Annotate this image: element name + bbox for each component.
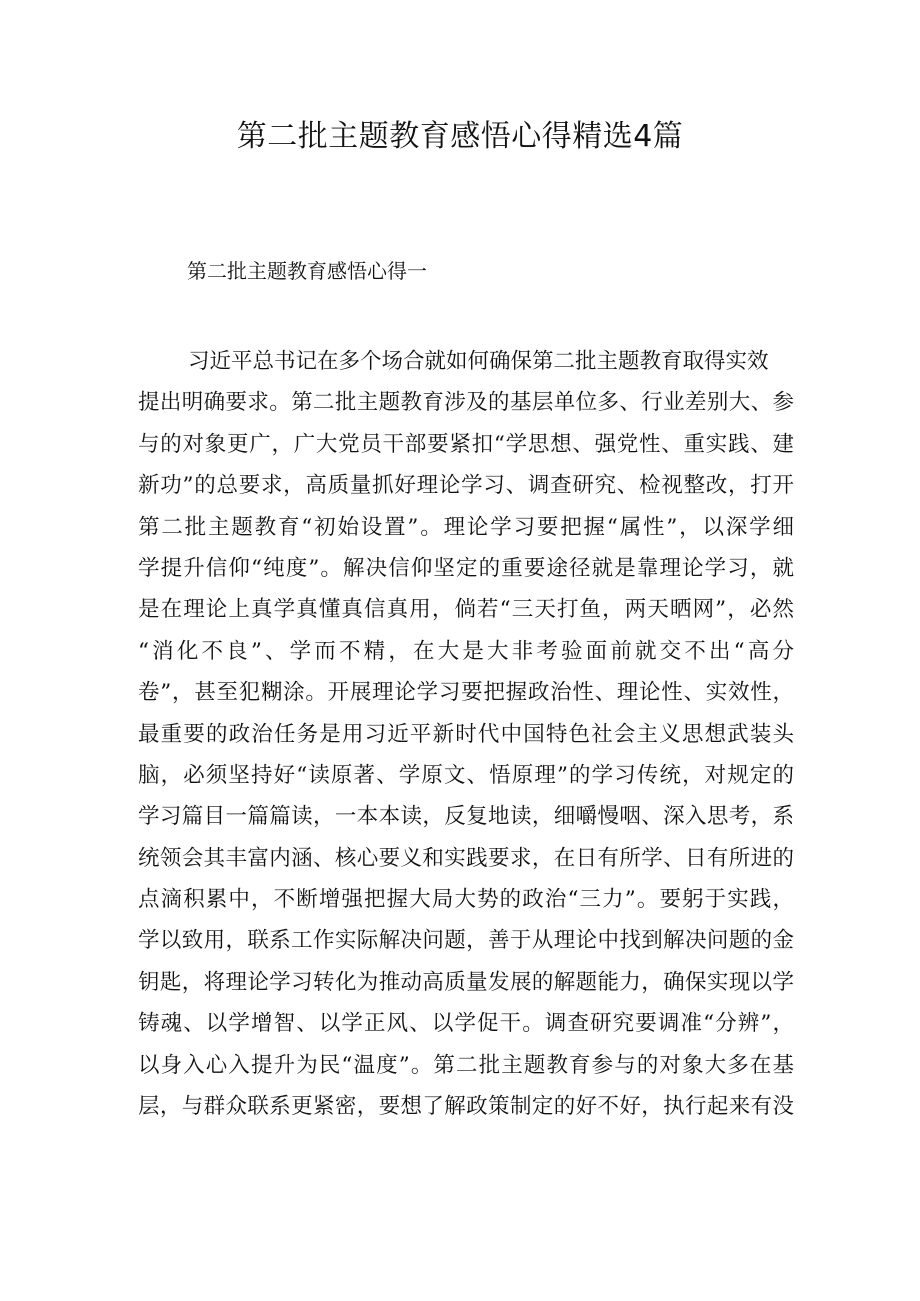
paragraph-line: 第二批主题教育“初始设置”。理论学习要把握“属性”，以深学细 (138, 514, 794, 540)
body-paragraph (138, 341, 794, 1127)
paragraph-line: 习近平总书记在多个场合就如何确保第二批主题教育取得实效 (188, 349, 769, 374)
paragraph-line: 层，与群众联系更紧密，要想了解政策制定的好不好，执行起来有没 (138, 1094, 794, 1120)
section-heading: 第二批主题教育感悟心得一 (187, 259, 427, 283)
paragraph-line: 学以致用，联系工作实际解决问题，善于从理论中找到解决问题的金 (138, 928, 794, 954)
paragraph-line: 最重要的政治任务是用习近平新时代中国特色社会主义思想武装头 (138, 721, 794, 747)
paragraph-line: “消化不良”、学而不精，在大是大非考验面前就交不出“高分 (138, 638, 794, 664)
paragraph-line: 钥匙，将理论学习转化为推动高质量发展的解题能力，确保实现以学 (138, 969, 794, 995)
paragraph-line: 铸魂、以学增智、以学正风、以学促干。调查研究要调准“分辨”， (138, 1011, 794, 1037)
paragraph-line: 卷”，甚至犯糊涂。开展理论学习要把握政治性、理论性、实效性， (138, 680, 794, 706)
paragraph-line: 提出明确要求。第二批主题教育涉及的基层单位多、行业差别大、参 (138, 390, 794, 416)
paragraph-line: 点滴积累中，不断增强把握大局大势的政治“三力”。要躬于实践， (138, 887, 794, 913)
document-title: 第二批主题教育感悟心得精选4篇 (236, 119, 684, 154)
paragraph-line: 是在理论上真学真懂真信真用，倘若“三天打鱼，两天晒网”，必然 (138, 597, 794, 623)
paragraph-line: 学提升信仰“纯度”。解决信仰坚定的重要途径就是靠理论学习，就 (138, 555, 794, 581)
paragraph-line: 学习篇目一篇篇读，一本本读，反复地读，细嚼慢咽、深入思考，系 (138, 804, 794, 830)
paragraph-line: 与的对象更广，广大党员干部要紧扣“学思想、强党性、重实践、建 (138, 431, 794, 457)
paragraph-line: 新功”的总要求，高质量抓好理论学习、调查研究、检视整改，打开 (138, 473, 794, 499)
paragraph-line: 统领会其丰富内涵、核心要义和实践要求，在日有所学、日有所进的 (138, 845, 794, 871)
paragraph-line: 脑，必须坚持好“读原著、学原文、悟原理”的学习传统，对规定的 (138, 762, 794, 788)
paragraph-line: 以身入心入提升为民“温度”。第二批主题教育参与的对象大多在基 (138, 1052, 794, 1078)
